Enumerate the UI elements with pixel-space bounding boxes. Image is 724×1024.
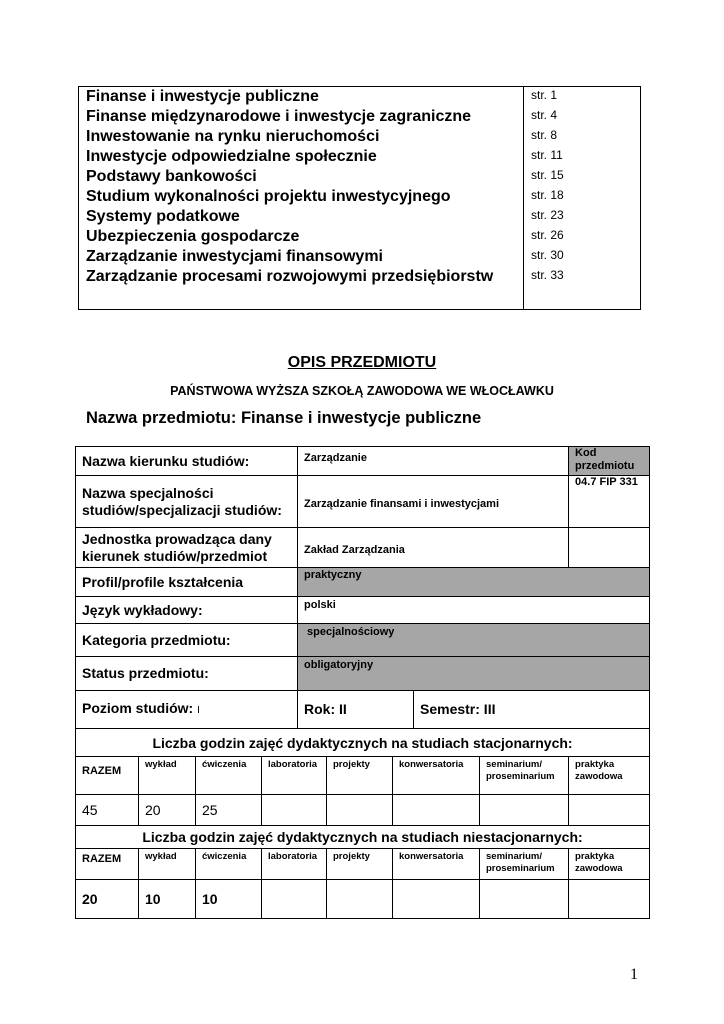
toc-title: Ubezpieczenia gospodarcze: [79, 227, 524, 247]
page-title: OPIS PRZEDMIOTU: [287, 354, 437, 371]
toc-title: Studium wykonalności projektu inwestycyjnego: [79, 187, 524, 207]
hours-value: 20: [139, 795, 196, 826]
hours-column-header: laboratoria: [262, 849, 327, 880]
hours-column-header: konwersatoria: [393, 757, 480, 795]
hours-value: [480, 880, 569, 919]
subject-label: Nazwa przedmiotu: [86, 409, 231, 427]
hours-value: [569, 880, 650, 919]
hours-column-header: ćwiczenia: [196, 849, 262, 880]
toc-row: [79, 187, 641, 207]
hours-value: [393, 880, 480, 919]
unit-label: Jednostka prowadząca dany kierunek studiów/przedmiot: [76, 528, 298, 568]
institution-name: PAŃSTWOWA WYŻSZA SZKOŁĄ ZAWODOWA WE WŁOCŁAWKU: [170, 384, 554, 398]
hours-column-header: RAZEM: [76, 849, 139, 880]
hours-column-header: projekty: [327, 757, 393, 795]
subject-heading: [86, 409, 481, 428]
hours-column-header: projekty: [327, 849, 393, 880]
toc-row: [79, 247, 641, 267]
hours-value: [569, 795, 650, 826]
toc-title: Podstawy bankowości: [79, 167, 524, 187]
hours-value: 45: [76, 795, 139, 826]
hours-value: 10: [139, 880, 196, 919]
language-value: polski: [298, 597, 650, 624]
year: Rok: II: [298, 691, 414, 729]
toc-page: str. 18: [524, 187, 641, 207]
toc-page: str. 15: [524, 167, 641, 187]
level-cell: [76, 691, 298, 729]
hours-column-header: wykład: [139, 757, 196, 795]
toc-title: Systemy podatkowe: [79, 207, 524, 227]
toc-page: str. 33: [524, 267, 641, 309]
toc-page: str. 8: [524, 127, 641, 147]
status-value: obligatoryjny: [298, 657, 650, 691]
toc-row: [79, 207, 641, 227]
course-code-label: Kod przedmiotu: [569, 447, 650, 476]
toc-row: [79, 267, 641, 309]
level-value: I: [197, 705, 200, 716]
field-of-study-value: Zarządzanie: [298, 447, 569, 476]
hours-column-header: seminarium/ proseminarium: [480, 849, 569, 880]
toc-title: Zarządzanie procesami rozwojowymi przedsiębiorstw: [79, 267, 524, 309]
subject-name: : Finanse i inwestycje publiczne: [230, 409, 482, 427]
hours-value: [480, 795, 569, 826]
language-label: Język wykładowy:: [76, 597, 298, 624]
hours-value: [327, 795, 393, 826]
toc-page: str. 26: [524, 227, 641, 247]
hours-column-header: konwersatoria: [393, 849, 480, 880]
toc-page: str. 30: [524, 247, 641, 267]
hours-column-header: RAZEM: [76, 757, 139, 795]
specialization-label: Nazwa specjalności studiów/specjalizacji studiów:: [76, 476, 298, 528]
toc-title: Zarządzanie inwestycjami finansowymi: [79, 247, 524, 267]
toc-page: str. 11: [524, 147, 641, 167]
part-time-hours-title: Liczba godzin zajęć dydaktycznych na studiach niestacjonarnych:: [76, 826, 650, 849]
table-of-contents: [78, 86, 641, 310]
level-label: Poziom studiów:: [82, 700, 194, 716]
toc-title: Inwestycje odpowiedzialne społecznie: [79, 147, 524, 167]
specialization-value: Zarządzanie finansami i inwestycjami: [298, 476, 569, 528]
toc-page: str. 23: [524, 207, 641, 227]
field-of-study-label: Nazwa kierunku studiów:: [76, 447, 298, 476]
hours-value: [393, 795, 480, 826]
toc-row: [79, 227, 641, 247]
page-number: 1: [630, 966, 638, 983]
toc-row: [79, 167, 641, 187]
hours-value: [262, 795, 327, 826]
profile-label: Profil/profile kształcenia: [76, 568, 298, 597]
hours-column-header: praktyka zawodowa: [569, 849, 650, 880]
hours-value: 25: [196, 795, 262, 826]
hours-value: [262, 880, 327, 919]
status-label: Status przedmiotu:: [76, 657, 298, 691]
hours-column-header: seminarium/ proseminarium: [480, 757, 569, 795]
hours-column-header: laboratoria: [262, 757, 327, 795]
hours-column-header: wykład: [139, 849, 196, 880]
toc-title: Finanse międzynarodowe i inwestycje zagraniczne: [79, 107, 524, 127]
hours-column-header: ćwiczenia: [196, 757, 262, 795]
hours-value: 20: [76, 880, 139, 919]
empty-cell: [569, 528, 650, 568]
toc-page: str. 4: [524, 107, 641, 127]
toc-row: [79, 107, 641, 127]
hours-column-header: praktyka zawodowa: [569, 757, 650, 795]
profile-value: praktyczny: [298, 568, 650, 597]
semester: Semestr: III: [414, 691, 650, 729]
category-label: Kategoria przedmiotu:: [76, 624, 298, 657]
toc-row: [79, 127, 641, 147]
toc-title: Inwestowanie na rynku nieruchomości: [79, 127, 524, 147]
toc-page: str. 1: [524, 87, 641, 108]
toc-row: [79, 147, 641, 167]
course-description-table: [75, 446, 650, 919]
hours-value: 10: [196, 880, 262, 919]
full-time-hours-title: Liczba godzin zajęć dydaktycznych na studiach stacjonarnych:: [76, 729, 650, 757]
category-value: specjalnościowy: [298, 624, 650, 657]
toc-title: Finanse i inwestycje publiczne: [79, 87, 524, 108]
course-code-value: 04.7 FIP 331: [569, 476, 650, 528]
hours-value: [327, 880, 393, 919]
toc-row: [79, 87, 641, 108]
unit-value: Zakład Zarządzania: [298, 528, 569, 568]
